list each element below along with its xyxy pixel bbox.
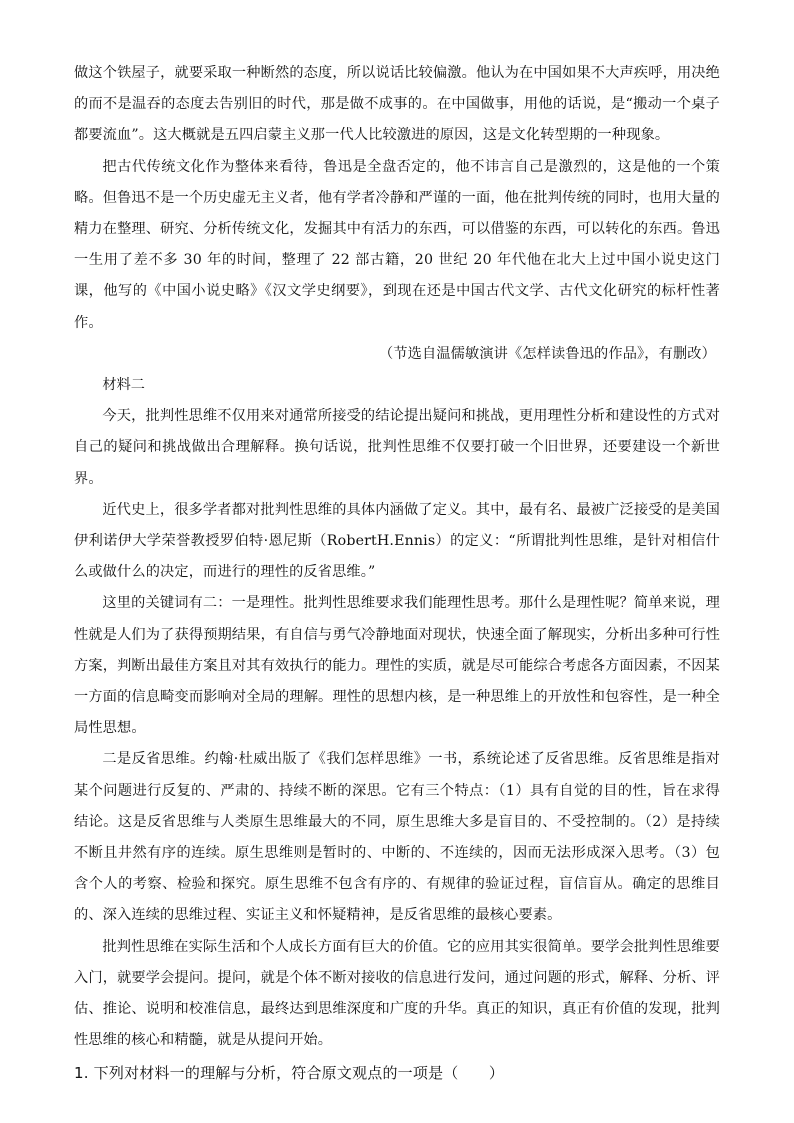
material-two-paragraph-2: 近代史上，很多学者都对批判性思维的具体内涵做了定义。其中，最有名、最被广泛接受的是美国伊利诺伊大学荣誉教授罗伯特·恩尼斯（RobertH.Ennis）的定义：“所谓批判性思维，是针对相信什么或做什么的决定，而进行的理性的反省思维。” xyxy=(74,501,720,581)
material-one-source: （节选自温儒敏演讲《怎样读鲁迅的作品》，有删改） xyxy=(378,345,716,362)
document-page xyxy=(74,58,720,1087)
question-1-stem: 1. 下列对材料一的理解与分析，符合原文观点的一项是（ ） xyxy=(74,1063,505,1082)
material-two-paragraph-4: 二是反省思维。约翰·杜威出版了《我们怎样思维》一书，系统论述了反省思维。反省思维是指对某个问题进行反复的、严肃的、持续不断的深思。它有三个特点：（1）具有自觉的目的性，旨在求得结论。这是反省思维与人类原生思维最大的不同，原生思维大多是盲目的、不受控制的。（2）是持续不断且井然有序的连续。原生思维则是暂时的、中断的、不连续的，因而无法形成深入思考。（3）包含个人的考察、检验和探究。原生思维不包含有序的、有规律的验证过程，盲信盲从。确定的思维目的、深入连续的思维过程、实证主义和怀疑精神，是反省思维的最核心要素。 xyxy=(74,751,720,924)
material-one-paragraph-1: 做这个铁屋子，就要采取一种断然的态度，所以说话比较偏激。他认为在中国如果不大声疾呼，用决绝的而不是温吞的态度去告别旧的时代，那是做不成事的。在中国做事，用他的话说，是“搬动一个桌子都要流血”。这大概就是五四启蒙主义那一代人比较激进的原因，这是文化转型期的一种现象。 xyxy=(74,65,720,144)
material-two-heading: 材料二 xyxy=(102,377,145,394)
material-two-paragraph-5: 批判性思维在实际生活和个人成长方面有巨大的价值。它的应用其实很简单。要学会批判性思维要入门，就要学会提问。提问，就是个体不断对接收的信息进行发问，通过问题的形式，解释、分析、评估、推论、说明和校准信息，最终达到思维深度和广度的升华。真正的知识，真正有价值的发现，批判性思维的核心和精髓，就是从提问开始。 xyxy=(74,938,720,1049)
material-two-paragraph-3: 这里的关键词有二：一是理性。批判性思维要求我们能理性思考。那什么是理性呢？简单来说，理性就是人们为了获得预期结果，有自信与勇气冷静地面对现状，快速全面了解现实，分析出多种可行性方案，判断出最佳方案且对其有效执行的能力。理性的实质，就是尽可能综合考虑各方面因素，不因某一方面的信息畸变而影响对全局的理解。理性的思想内核，是一种思维上的开放性和包容性，是一种全局性思想。 xyxy=(74,595,720,737)
material-two-paragraph-1: 今天，批判性思维不仅用来对通常所接受的结论提出疑问和挑战，更用理性分析和建设性的方式对自己的疑问和挑战做出合理解释。换句话说，批判性思维不仅要打破一个旧世界，还要建设一个新世界。 xyxy=(74,408,720,487)
material-one-paragraph-2: 把古代传统文化作为整体来看待，鲁迅是全盘否定的，他不讳言自己是激烈的，这是他的一个策略。但鲁迅不是一个历史虚无主义者，他有学者冷静和严谨的一面，他在批判传统的同时，也用大量的精力在整理、研究、分析传统文化，发掘其中有活力的东西，可以借鉴的东西，可以转化的东西。鲁迅一生用了差不多 30 年的时间，整理了 22 部古籍，20 世纪 20 年代他在北大上过中国小说史这门课，他写的《中国小说史略》《汉文学史纲要》，到现在还是中国古代文学、古代文化研究的标杆性著作。 xyxy=(74,158,720,331)
